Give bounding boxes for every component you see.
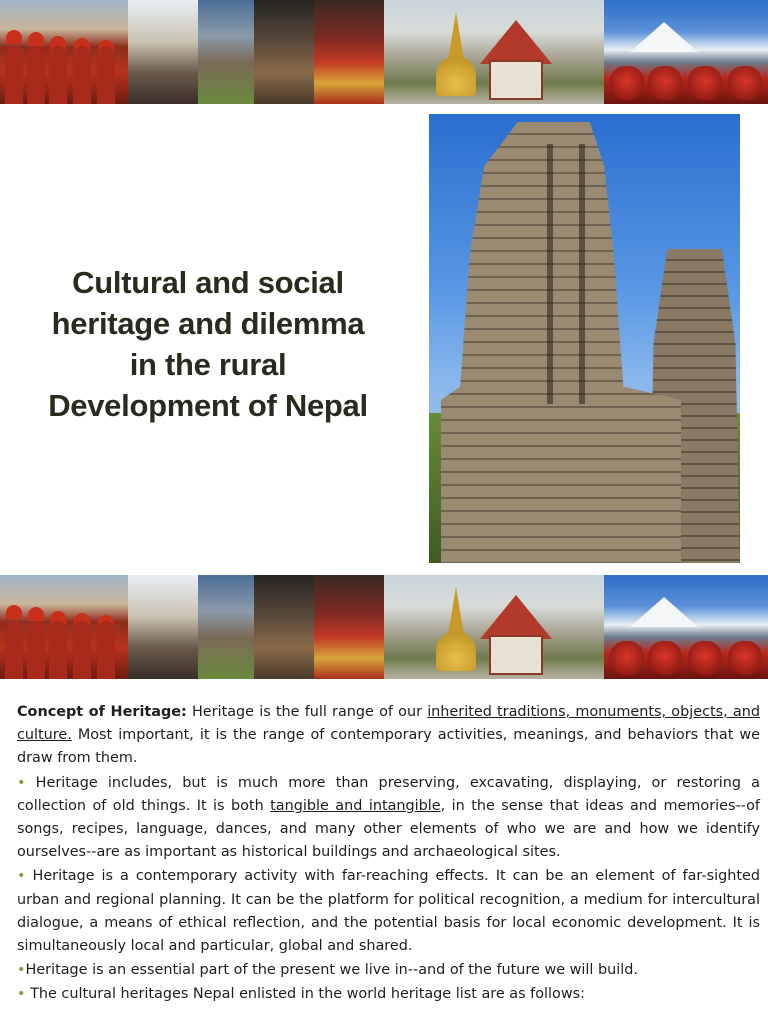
bullet-icon: • xyxy=(17,868,26,885)
text-span: Heritage includes, but is much more than preserving, excavating, displaying, or restoring a collection of old things. It is both xyxy=(17,774,760,814)
text-span: Heritage is an essential part of the present we live in--and of the future we will build. xyxy=(25,962,638,979)
text-span: , in the sense that ideas and memories--of songs, recipes, language, dances, and many other elements of who we are and how we identify ourselves--are as important as historical buildings and archaeological sites. xyxy=(17,797,760,861)
bullet-paragraph-4 xyxy=(17,983,760,1006)
garlanded-couple-photo xyxy=(314,0,384,104)
text-span: The cultural heritages Nepal enlisted in the world heritage list are as follows: xyxy=(25,986,585,1003)
concept-paragraph xyxy=(17,701,760,771)
villagers-photo xyxy=(128,575,198,679)
slide-title xyxy=(14,262,402,426)
elephant-photo xyxy=(198,0,254,104)
elephant-rider-photo xyxy=(254,0,314,104)
title-line-2: heritage and dilemma xyxy=(51,306,365,341)
garlanded-couple-photo xyxy=(314,575,384,679)
villagers-photo xyxy=(128,0,198,104)
bullet-icon: • xyxy=(17,962,26,979)
body-text xyxy=(17,701,760,1008)
stupa-temple-photo xyxy=(384,0,604,104)
title-line-4: Development of Nepal xyxy=(48,388,368,423)
elephant-photo xyxy=(198,575,254,679)
underlined-phrase: inherited traditions, monuments, objects, and culture. xyxy=(17,704,760,744)
underlined-phrase: tangible and intangible xyxy=(270,797,441,814)
elephant-rider-photo xyxy=(254,575,314,679)
title-line-3: in the rural xyxy=(129,347,287,382)
bullet-paragraph-1 xyxy=(17,772,760,865)
bullet-paragraph-3 xyxy=(17,959,760,982)
text-span: Most important, it is the range of contemporary activities, meanings, and behaviors that we draw from them. xyxy=(17,727,760,767)
concept-heading: Concept of Heritage: xyxy=(17,704,187,720)
monks-photo xyxy=(0,0,128,104)
title-line-1: Cultural and social xyxy=(72,265,344,300)
temple-tower-photo xyxy=(429,114,740,563)
bullet-icon: • xyxy=(17,986,26,1003)
himalaya-masks-photo xyxy=(604,0,768,104)
stupa-temple-photo xyxy=(384,575,604,679)
monks-photo xyxy=(0,575,128,679)
text-span: Heritage is a contemporary activity with far-reaching effects. It can be an element of far-sighted urban and regional planning. It can be the platform for political recognition, a medium for intercultural dialogue, a means of ethical reflection, and the potential basis for local economic development. It is simultaneously local and particular, global and shared. xyxy=(17,868,760,955)
bullet-icon: • xyxy=(17,774,26,791)
header-photo-strip xyxy=(0,0,768,104)
footer-photo-strip xyxy=(0,575,768,679)
text-span: Heritage is the full range of our xyxy=(186,704,428,720)
himalaya-masks-photo xyxy=(604,575,768,679)
bullet-paragraph-2 xyxy=(17,865,760,958)
